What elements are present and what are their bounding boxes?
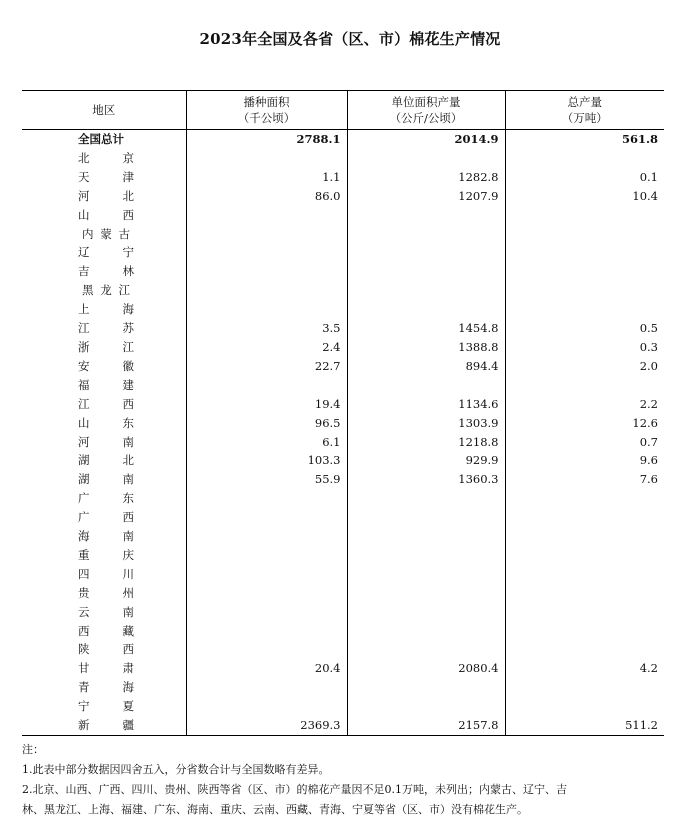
yield-cell: 1303.9 (347, 414, 505, 433)
table-row (22, 565, 664, 584)
region-name: 山 西 (78, 207, 134, 222)
table-row (22, 376, 664, 395)
region-cell (22, 508, 186, 527)
table-row (22, 584, 664, 603)
region-name: 内 蒙 古 (82, 226, 130, 241)
output-cell: 10.4 (505, 187, 664, 206)
yield-cell (347, 376, 505, 395)
header-output (505, 91, 664, 130)
output-cell: 0.1 (505, 168, 664, 187)
region-cell (22, 565, 186, 584)
table-row (22, 489, 664, 508)
notes-label: 注： (22, 743, 44, 756)
region-name: 贵 州 (78, 585, 134, 600)
area-cell: 6.1 (186, 433, 347, 452)
yield-cell (347, 206, 505, 225)
output-cell (505, 565, 664, 584)
yield-cell (347, 243, 505, 262)
table-row (22, 414, 664, 433)
table-row (22, 281, 664, 300)
region-name: 河 南 (78, 434, 134, 449)
yield-cell (347, 262, 505, 281)
region-name: 新 疆 (78, 718, 134, 733)
area-cell: 86.0 (186, 187, 347, 206)
yield-cell (347, 697, 505, 716)
output-cell: 4.2 (505, 659, 664, 678)
header-yield (347, 91, 505, 130)
output-cell: 7.6 (505, 470, 664, 489)
yield-cell (347, 622, 505, 641)
area-cell (186, 225, 347, 244)
output-cell (505, 508, 664, 527)
region-name: 江 西 (78, 396, 134, 411)
yield-cell: 894.4 (347, 357, 505, 376)
table-body (22, 130, 664, 736)
table-row (22, 206, 664, 225)
table-row (22, 225, 664, 244)
area-cell (186, 376, 347, 395)
header-region: 地区 (22, 91, 186, 130)
area-cell (186, 281, 347, 300)
yield-cell: 1454.8 (347, 319, 505, 338)
region-name: 湖 南 (78, 472, 134, 487)
header-yield-unit: （公斤/公顷） (389, 111, 463, 125)
region-cell (22, 300, 186, 319)
output-cell (505, 603, 664, 622)
yield-cell (347, 603, 505, 622)
region-cell (22, 603, 186, 622)
region-cell (22, 262, 186, 281)
region-cell (22, 338, 186, 357)
area-cell (186, 622, 347, 641)
yield-cell (347, 546, 505, 565)
table-row (22, 508, 664, 527)
yield-cell: 1134.6 (347, 395, 505, 414)
table-row (22, 546, 664, 565)
region-name: 陕 西 (78, 642, 134, 657)
area-cell: 20.4 (186, 659, 347, 678)
table-row (22, 640, 664, 659)
area-cell: 103.3 (186, 451, 347, 470)
region-name: 宁 夏 (78, 699, 134, 714)
table-row (22, 187, 664, 206)
region-name: 吉 林 (78, 264, 134, 279)
area-cell (186, 565, 347, 584)
header-output-unit: （万吨） (561, 111, 608, 125)
output-cell (505, 149, 664, 168)
region-cell (22, 716, 186, 735)
region-cell (22, 659, 186, 678)
yield-cell: 2157.8 (347, 716, 505, 735)
area-cell (186, 603, 347, 622)
table-row (22, 622, 664, 641)
output-cell (505, 546, 664, 565)
region-name: 全国总计 (78, 132, 124, 146)
note-line: 2.北京、山西、广西、四川、贵州、陕西等省（区、市）的棉花产量因不足0.1万吨，未列出；内蒙古、辽宁、吉 (22, 783, 567, 796)
output-cell: 0.5 (505, 319, 664, 338)
output-cell: 561.8 (505, 130, 664, 149)
table-row (22, 357, 664, 376)
table-row (22, 433, 664, 452)
output-cell (505, 376, 664, 395)
output-cell (505, 281, 664, 300)
area-cell: 96.5 (186, 414, 347, 433)
area-cell (186, 206, 347, 225)
yield-cell (347, 678, 505, 697)
output-cell (505, 697, 664, 716)
area-cell (186, 243, 347, 262)
notes (22, 740, 672, 820)
region-cell (22, 489, 186, 508)
region-name: 上 海 (78, 302, 134, 317)
area-cell (186, 262, 347, 281)
region-name: 江 苏 (78, 321, 134, 336)
region-name: 甘 肃 (78, 661, 134, 676)
yield-cell (347, 527, 505, 546)
region-cell (22, 622, 186, 641)
output-cell (505, 243, 664, 262)
table-header-row (22, 91, 664, 130)
region-cell (22, 697, 186, 716)
note-line: 林、黑龙江、上海、福建、广东、海南、重庆、云南、西藏、青海、宁夏等省（区、市）没有棉花生产。 (22, 803, 528, 816)
yield-cell: 1218.8 (347, 433, 505, 452)
region-name: 山 东 (78, 415, 134, 430)
header-area-name: 播种面积 (243, 95, 290, 109)
region-cell (22, 243, 186, 262)
yield-cell: 1360.3 (347, 470, 505, 489)
output-cell (505, 527, 664, 546)
region-cell (22, 225, 186, 244)
area-cell (186, 697, 347, 716)
output-cell (505, 206, 664, 225)
area-cell: 55.9 (186, 470, 347, 489)
region-name: 辽 宁 (78, 245, 134, 260)
region-cell (22, 546, 186, 565)
region-name: 河 北 (78, 188, 134, 203)
output-cell: 0.3 (505, 338, 664, 357)
table-row (22, 659, 664, 678)
area-cell (186, 640, 347, 659)
region-name: 重 庆 (78, 547, 134, 562)
area-cell (186, 149, 347, 168)
region-cell (22, 584, 186, 603)
output-cell (505, 584, 664, 603)
region-cell (22, 319, 186, 338)
area-cell: 22.7 (186, 357, 347, 376)
output-cell (505, 640, 664, 659)
table-row (22, 451, 664, 470)
region-name: 西 藏 (78, 623, 134, 638)
region-cell (22, 281, 186, 300)
region-name: 福 建 (78, 377, 134, 392)
cotton-production-table (22, 90, 664, 736)
region-cell (22, 187, 186, 206)
output-cell: 0.7 (505, 433, 664, 452)
header-area (186, 91, 347, 130)
region-cell (22, 470, 186, 489)
yield-cell: 1388.8 (347, 338, 505, 357)
output-cell: 2.2 (505, 395, 664, 414)
yield-cell: 2014.9 (347, 130, 505, 149)
output-cell: 12.6 (505, 414, 664, 433)
table-row (22, 243, 664, 262)
region-cell (22, 149, 186, 168)
region-cell (22, 130, 186, 149)
table-row (22, 678, 664, 697)
table-row (22, 470, 664, 489)
page-title: 2023年全国及各省（区、市）棉花生产情况 (199, 30, 501, 48)
header-yield-name: 单位面积产量 (391, 95, 461, 109)
area-cell: 2.4 (186, 338, 347, 357)
table-row (22, 527, 664, 546)
area-cell (186, 527, 347, 546)
area-cell (186, 678, 347, 697)
region-cell (22, 357, 186, 376)
output-cell: 511.2 (505, 716, 664, 735)
yield-cell: 2080.4 (347, 659, 505, 678)
region-cell (22, 168, 186, 187)
region-cell (22, 206, 186, 225)
region-cell (22, 414, 186, 433)
region-name: 广 西 (78, 510, 134, 525)
region-name: 北 京 (78, 150, 134, 165)
table-row (22, 603, 664, 622)
area-cell (186, 546, 347, 565)
yield-cell (347, 508, 505, 527)
output-cell (505, 489, 664, 508)
table-row (22, 168, 664, 187)
output-cell: 9.6 (505, 451, 664, 470)
area-cell (186, 508, 347, 527)
output-cell (505, 262, 664, 281)
area-cell (186, 300, 347, 319)
yield-cell (347, 225, 505, 244)
table-row-total (22, 130, 664, 149)
table-row (22, 319, 664, 338)
header-area-unit: （千公顷） (237, 111, 296, 125)
note-line: 1.此表中部分数据因四舍五入，分省数合计与全国数略有差异。 (22, 763, 330, 776)
table-row (22, 149, 664, 168)
area-cell: 19.4 (186, 395, 347, 414)
region-name: 天 津 (78, 169, 134, 184)
area-cell: 1.1 (186, 168, 347, 187)
table-row (22, 338, 664, 357)
table-row (22, 697, 664, 716)
region-name: 海 南 (78, 529, 134, 544)
output-cell (505, 622, 664, 641)
table-row (22, 262, 664, 281)
yield-cell (347, 489, 505, 508)
yield-cell: 1207.9 (347, 187, 505, 206)
region-name: 浙 江 (78, 339, 134, 354)
area-cell (186, 584, 347, 603)
area-cell: 3.5 (186, 319, 347, 338)
table-row (22, 300, 664, 319)
yield-cell (347, 565, 505, 584)
region-name: 四 川 (78, 566, 134, 581)
area-cell: 2369.3 (186, 716, 347, 735)
output-cell (505, 678, 664, 697)
region-name: 广 东 (78, 491, 134, 506)
yield-cell (347, 281, 505, 300)
yield-cell: 1282.8 (347, 168, 505, 187)
output-cell: 2.0 (505, 357, 664, 376)
region-name: 湖 北 (78, 453, 134, 468)
region-name: 安 徽 (78, 358, 134, 373)
output-cell (505, 300, 664, 319)
yield-cell (347, 584, 505, 603)
region-cell (22, 395, 186, 414)
region-cell (22, 376, 186, 395)
output-cell (505, 225, 664, 244)
region-cell (22, 640, 186, 659)
header-output-name: 总产量 (567, 95, 602, 109)
region-name: 云 南 (78, 604, 134, 619)
yield-cell: 929.9 (347, 451, 505, 470)
region-cell (22, 433, 186, 452)
region-cell (22, 527, 186, 546)
region-name: 黑 龙 江 (82, 283, 130, 298)
yield-cell (347, 640, 505, 659)
yield-cell (347, 300, 505, 319)
region-cell (22, 678, 186, 697)
region-name: 青 海 (78, 680, 134, 695)
area-cell (186, 489, 347, 508)
yield-cell (347, 149, 505, 168)
region-cell (22, 451, 186, 470)
area-cell: 2788.1 (186, 130, 347, 149)
table-row (22, 716, 664, 735)
table-row (22, 395, 664, 414)
